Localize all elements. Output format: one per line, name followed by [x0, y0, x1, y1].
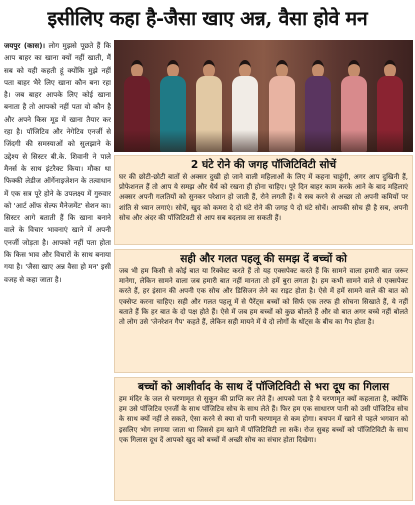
section-box-positivity: [114, 155, 413, 245]
dateline: जयपुर (कास)।: [4, 41, 46, 50]
section-body: घर की छोटी-छोटी बातों से अक्सर दुखी हो जाने वाली महिलाओं के लिए में कहना चाहूंगी, अगर आप दुखिनी हैं, प्रोफेशनल हैं तो आप ये समझ और धैर्य को रखना ही होना चाहिए। पूरे दिन बाहर काम करके आने के बाद महिलाएं अक्सर अपनी गलतियों को सुनकर परेशान हो जाती हैं, रोने लगती हैं। ये सब करने से अच्छा तो अपनी कमियों पर शांति से ध्यान लगाएं। सोचें, खुद को कमरा दे दो घंटे रोने की जगह पे दो घंटे सोचें। आपकी सोच ही है सब, अपनी सोच और अंदर की पॉजिटिवटी से आप सब बदलाव ला सकती हैं।: [119, 173, 408, 222]
section-heading: बच्चों को आशीर्वाद के साथ दें पॉजिटिविटी से भरा दूध का गिलास: [137, 381, 390, 393]
section-heading: 2 घंटे रोने की जगह पॉजिटिविटी सोचें: [190, 159, 337, 171]
headline: इसीलिए कहा है-जैसा खाए अन्न, वैसा होवे मन: [47, 7, 368, 30]
left-column-article: [4, 40, 111, 500]
section-body: हम मंदिर के जल से चरणामृत से सुकून की प्राप्ति कर लेते हैं। आपको पता है ये चरणामृत क्यों कहलाता है, क्योंकि हम उसे पॉजिटिव एनर्जी के साथ पॉजिटिव सोच के साथ लेते हैं। फिर हम एक साधारण पानी को उसी पॉजिटिव सोच के साथ क्यों नहीं ले सकते, ऐसा करने से क्या वो पानी चरणामृत से कम होगा। बचपन में खाने से पहले भगवान को इसलिए भोग लगाया जाता था जिससे हम खाने में पॉजिटिविटी ला सकें। रोज सुबह बच्चों को पॉजिटिविटी के साथ एक गिलास दूध दें आपको खुद को बच्चों में अच्छी सोच का संचार होता दिखेगा।: [119, 395, 408, 444]
section-box-milk-blessing: [114, 377, 413, 501]
event-photo: [114, 40, 413, 152]
section-body: जब भी हम किसी से कोई बात या रिक्वेस्ट करते हैं तो यह एक्सपेक्ट करते हैं कि सामने वाला हमारी बात जरूर मानेगा, लेकिन सामने वाला जब हमारी बात नहीं मानता तो हमें बुरा लगता है। हम कभी सामने वाले से एक्सपेक्ट करते हैं, हर इंसान की अपनी एक सोच और डिसिजन लेने का राइट होता है। ऐसे में हमें सामने वाले की बात को एक्सेप्ट करना चाहिए। सही और गलत पहलू में से पैरेंट्स बच्चों को सिर्फ एक तरफ ही सोचना सिखाते हैं, ये नहीं बताते हैं कि हर बात के दो पक्ष होते हैं। ऐसे में जब हम बच्चों को कुछ बोलते हैं और वो बात अगर बच्चे नहीं बोलते तो लोग उसे 'जेनरेशन गैप' कहते हैं, लेकिन सही मायने में ये दो लोगों के थॉट्स के बीच का गैप होता है।: [119, 267, 408, 327]
section-box-children-understanding: [114, 249, 413, 373]
section-heading: सही और गलत पहलू की समझ दें बच्चों को: [180, 253, 347, 265]
left-column-body: लोग मुझसे पूछते हैं कि आप बाहर का खाना क्यों नहीं खाती, मैं सब को यही कहती हूं क्योंकि मुझे नहीं पता बाहर भैरे लिए खाना कौन बना रहा है। जब बाहर आपके लिए कोई खाना बनाता है तो आपको नहीं पता वो कौन है और अपने किस मूड में खाना तैयार कर रहा है। पॉजिटिव और नेगेटिव एनर्जी से जिंदगी की समस्याओं को सुलझाने के उद्देश्य से सिस्टर बी.के. शिवानी ने पाले मैनर्स के साथ इंटरैक्ट किया। मौका था फिक्की लेडीज ऑर्गेनाइजेशन के तत्वाधान में एक सत्र पूरे होने के उपलक्ष्य में गुरुवार को 'आर्ट ऑफ सेल्फ मैनेजमेंट' सेशन का। सिस्टर आगे बताती हैं कि खाना बनाने वाले के विचार भावनाएं खाने में अपनी एनर्जी जोड़ता है। आपको नहीं पता होता कि किस भाव और विचारों के साथ बनाया गया है। 'जैसा खाए अन्न वैसा हो मन' इसी वजह से कहा जाता है।: [4, 41, 111, 284]
photo-floor-shade: [114, 130, 413, 152]
